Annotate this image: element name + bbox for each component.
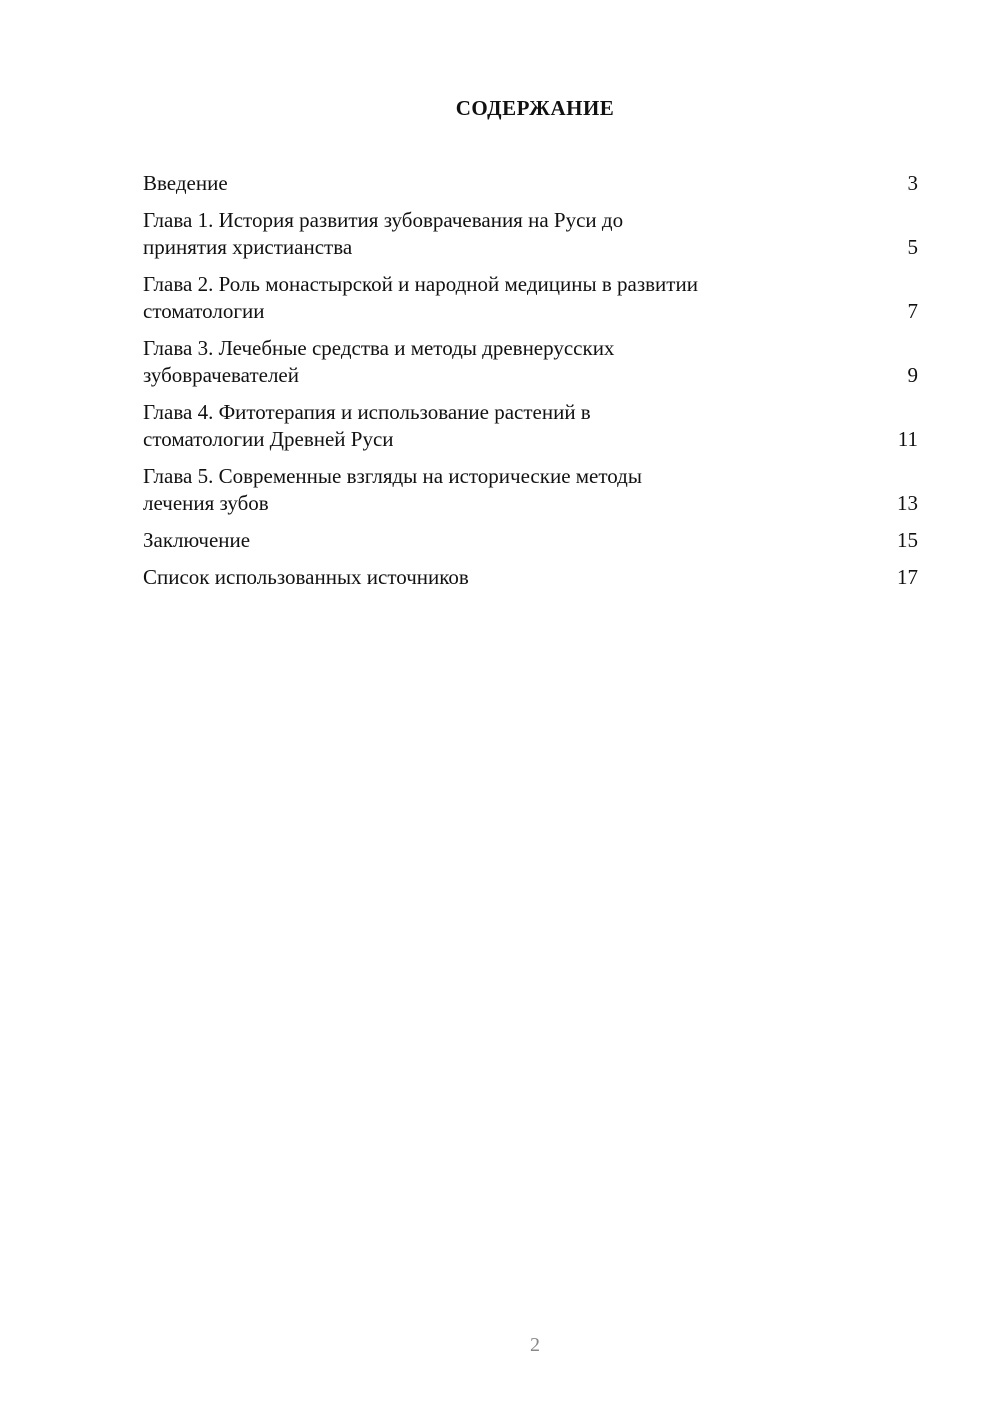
- page-number: 2: [530, 1334, 540, 1356]
- toc-entry[interactable]: [143, 335, 918, 389]
- toc-entry-page: 7: [907, 299, 918, 323]
- table-of-contents: [143, 170, 918, 601]
- toc-entry-text: Заключение: [143, 528, 251, 552]
- toc-entry[interactable]: [143, 463, 918, 517]
- toc-entry-text: Введение: [143, 171, 228, 195]
- toc-entry-text: Глава 4. Фитотерапия и использование растений в стоматологии Древней Руси: [143, 400, 591, 451]
- toc-entry-page: 17: [897, 565, 918, 589]
- toc-entry-page: 3: [907, 171, 918, 195]
- toc-entry-text: Глава 5. Современные взгляды на исторические методы лечения зубов: [143, 464, 642, 515]
- toc-entry[interactable]: [143, 271, 918, 325]
- toc-entry-text: Глава 2. Роль монастырской и народной медицины в развитии стоматологии: [143, 272, 698, 323]
- toc-entry[interactable]: [143, 170, 918, 197]
- toc-entry-page: 15: [897, 528, 918, 552]
- toc-entry-text: Список использованных источников: [143, 565, 469, 589]
- toc-entry[interactable]: [143, 207, 918, 261]
- document-title: СОДЕРЖАНИЕ: [455, 96, 615, 120]
- toc-entry-page: 11: [897, 427, 918, 451]
- toc-entry-page: 13: [897, 491, 918, 515]
- toc-entry[interactable]: [143, 399, 918, 453]
- toc-entry-text: Глава 1. История развития зубоврачевания на Руси до принятия христианства: [143, 208, 624, 259]
- toc-entry[interactable]: [143, 564, 918, 591]
- toc-entry[interactable]: [143, 527, 918, 554]
- toc-entry-text: Глава 3. Лечебные средства и методы древнерусских зубоврачевателей: [143, 336, 615, 387]
- toc-entry-page: 9: [907, 363, 918, 387]
- toc-entry-page: 5: [907, 235, 918, 259]
